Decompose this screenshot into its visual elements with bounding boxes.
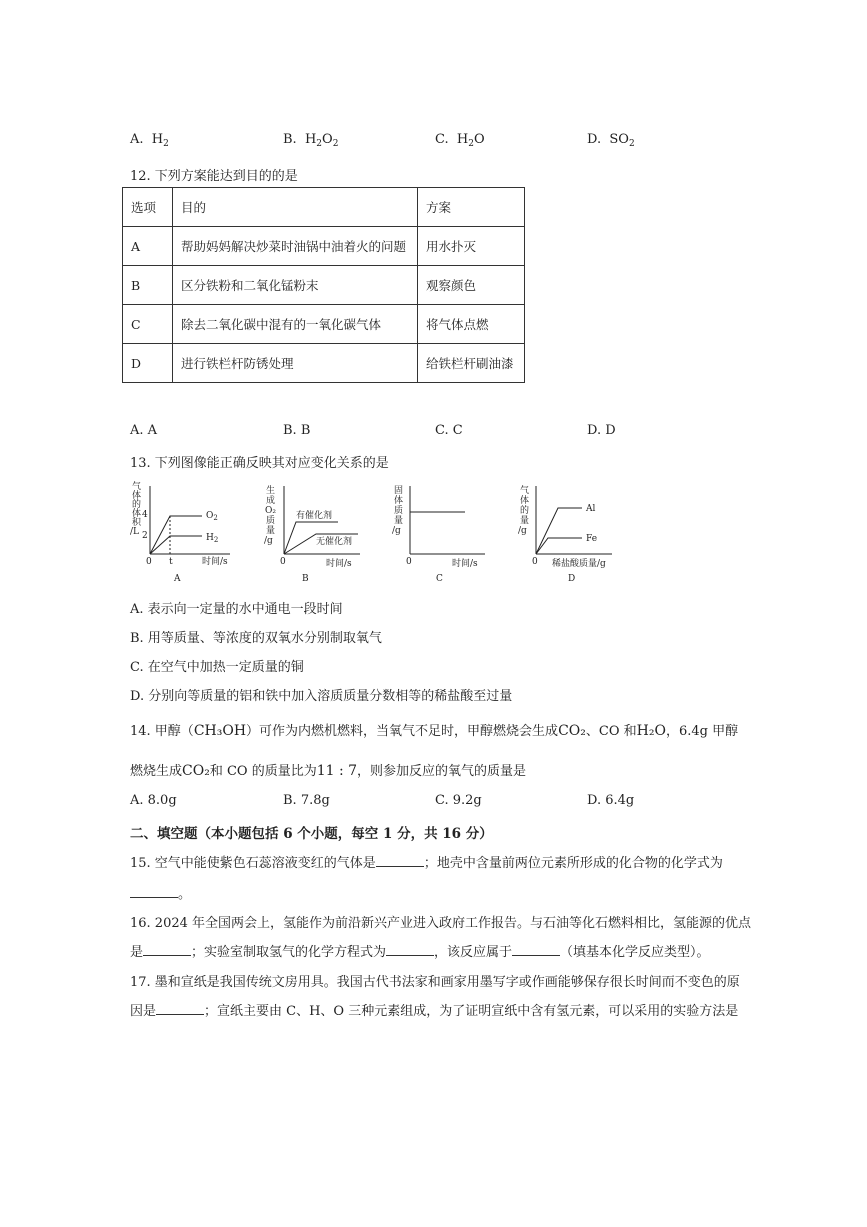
q12-option-c[interactable]: C. C [435,423,463,438]
q17-blank-1[interactable] [156,1002,204,1015]
q16-blank-2[interactable] [386,943,434,956]
q15-line-1 [130,852,723,871]
q15-text-end: 。 [178,887,192,902]
q13-option-c[interactable]: C. 在空气中加热一定质量的铜 [130,660,304,675]
q11-option-b[interactable]: B. $H_2O_2$ [283,132,339,149]
graph-d-ylabel-1: 气 [520,486,530,496]
table-row [123,266,525,305]
q12-option-d[interactable]: D. D [587,423,616,438]
graph-d-xlabel: 稀盐酸质量/g [552,559,606,569]
q11-option-c[interactable]: C. $H_2O$ [435,132,485,149]
graph-c-caption: C [436,574,443,584]
graph-a-ylabel-6: /L [130,527,140,537]
q12-options [130,423,730,441]
q15-text-b: ；地壳中含量前两位元素所形成的化合物的化学式为 [423,856,723,871]
q13-graphs [120,480,740,590]
table-cell: 区分铁粉和二氧化锰粉末 [173,266,418,305]
graph-a-ylabel-3: 的 [132,500,142,510]
graph-a-t: t [169,557,173,567]
q12-stem: 12. 下列方案能达到目的的是 [130,169,298,184]
q14-text-b: ）可作为内燃机燃料，当氧气不足时，甲醇燃烧会生成 [246,724,559,739]
q13-option-b[interactable]: B. 用等质量、等浓度的双氧水分别制取氧气 [130,631,382,646]
q14-text-c: 、CO 和 [585,724,637,739]
graph-a-y2: 2 [142,531,148,541]
q14-formula-h2o: H₂O [636,723,666,739]
table-cell: 用水扑灭 [418,227,525,266]
q16-text-b: ；实验室制取氢气的化学方程式为 [191,945,387,960]
table-cell: A [123,227,173,266]
q15-blank-2[interactable] [130,885,178,898]
q14-text-f: 和 CO 的质量比为 [209,764,317,779]
graph-a-o2-label: $O_2$ [206,511,218,522]
q12-option-b[interactable]: B. B [283,423,311,438]
q16-blank-1[interactable] [143,943,191,956]
q14-text-e: 燃烧生成 [130,764,183,779]
table-header-row [123,188,525,227]
q14-option-b[interactable]: B. 7.8g [283,793,330,808]
table-header-cell: 选项 [123,188,173,227]
graph-a-origin: 0 [146,557,152,567]
q11-option-a[interactable]: A. $H_2$ [130,132,169,149]
graph-c-ylabel-3: 质 [394,506,404,516]
q17-text-b: ；宣纸主要由 C、H、O 三种元素组成，为了证明宣纸中含有氢元素，可以采用的实验方法是 [204,1004,739,1019]
q11-option-d[interactable]: D. $SO_2$ [587,132,635,149]
graph-c-ylabel-4: 量 [394,516,404,526]
graph-b-origin: 0 [280,557,286,567]
q12-option-a[interactable]: A. A [130,423,158,438]
q17-line-2 [130,1000,738,1019]
q16-line-1: 16. 2024 年全国两会上，氢能作为前沿新兴产业进入政府工作报告。与石油等化石燃料相比，氢能源的优点 [130,916,752,931]
table-header-cell: 目的 [173,188,418,227]
q14-formula-co2: CO₂ [558,723,586,739]
graph-a-ylabel-4: 体 [132,509,142,519]
graph-b-ylabel-1: 生 [266,486,276,496]
q14-text-d: ，6.4g 甲醇 [665,724,739,739]
graph-b-ylabel-3: O₂ [265,506,276,516]
graph-d-ylabel-5: /g [518,526,527,536]
graph-d-origin: 0 [532,557,538,567]
graph-c-xlabel: 时间/s [452,559,478,569]
q14-options [130,793,730,811]
table-header-cell: 方案 [418,188,525,227]
q14-formula-ch3oh: CH₃OH [193,723,247,739]
graph-d [518,484,612,584]
q15-blank-1[interactable] [376,854,424,867]
table-cell: 观察颜色 [418,266,525,305]
graph-a-h2-label: $H_2$ [206,533,219,544]
graph-b-ylabel-4: 质 [266,516,276,526]
graph-b-nocat-label: 无催化剂 [316,537,353,547]
q14-line-2 [130,760,526,779]
table-cell: 帮助妈妈解决炒菜时油锅中油着火的问题 [173,227,418,266]
q14-formula-co2-2: CO₂ [182,763,210,779]
graph-b-ylabel-2: 成 [266,496,276,506]
graph-a-ylabel-1: 气 [132,482,142,492]
q16-text-c: ，该反应属于 [434,945,513,960]
q17-line-1: 17. 墨和宣纸是我国传统文房用具。我国古代书法家和画家用墨写字或作画能够保存很长时间而不变色的原 [130,975,740,990]
q14-line-1 [130,720,738,739]
graph-b-cat-label: 有催化剂 [296,511,333,521]
graph-d-fe-label: Fe [586,534,598,544]
table-cell: B [123,266,173,305]
graph-a [130,480,230,584]
table-cell: C [123,305,173,344]
table-cell: D [123,344,173,383]
graph-c-ylabel-1: 固 [394,486,404,496]
graph-b [264,484,360,584]
q17-text-a: 因是 [130,1004,157,1019]
graph-c-ylabel-2: 体 [394,496,404,506]
graph-c [392,485,485,584]
graph-b-xlabel: 时间/s [326,559,352,569]
table-cell: 将气体点燃 [418,305,525,344]
graph-b-ylabel-6: /g [264,536,273,546]
graph-b-caption: B [302,574,309,584]
table-row [123,344,525,383]
q14-option-a[interactable]: A. 8.0g [130,793,177,808]
graph-a-y4: 4 [142,510,148,520]
q13-stem: 13. 下列图像能正确反映其对应变化关系的是 [130,456,389,471]
table-cell: 进行铁栏杆防锈处理 [173,344,418,383]
graph-d-ylabel-4: 量 [520,516,530,526]
graph-a-ylabel-2: 体 [132,491,142,501]
graph-d-ylabel-3: 的 [520,506,530,516]
table-row [123,227,525,266]
graph-a-caption: A [174,574,181,584]
graph-d-ylabel-2: 体 [520,496,530,506]
q12-table [122,187,525,383]
graph-a-ylabel-5: 积 [132,518,142,528]
q13-option-d[interactable]: D. 分别向等质量的铝和铁中加入溶质质量分数相等的稀盐酸至过量 [130,689,513,704]
q14-ratio: 11 : 7 [316,763,358,779]
graph-c-origin: 0 [406,557,412,567]
q16-text-a: 是 [130,945,144,960]
table-row [123,305,525,344]
graph-d-caption: D [568,574,576,584]
graph-b-ylabel-5: 量 [266,526,276,536]
q16-text-d: （填基本化学反应类型）。 [560,945,710,960]
q14-option-c[interactable]: C. 9.2g [435,793,482,808]
graph-d-al-label: Al [586,504,596,514]
graph-c-ylabel-5: /g [392,526,401,536]
q11-options [130,132,730,150]
graph-a-line-o2 [150,516,202,554]
table-cell: 除去二氧化碳中混有的一氧化碳气体 [173,305,418,344]
q15-line-2 [130,883,191,902]
q16-line-2 [130,941,710,960]
q14-text-g: ，则参加反应的氧气的质量是 [357,764,527,779]
q16-blank-3[interactable] [512,943,560,956]
q14-option-d[interactable]: D. 6.4g [587,793,635,808]
table-cell: 给铁栏杆刷油漆 [418,344,525,383]
q14-text-a: 14. 甲醇（ [130,724,194,739]
graph-a-xlabel: 时间/s [202,557,228,567]
q15-text-a: 15. 空气中能使紫色石蕊溶液变红的气体是 [130,856,376,871]
graph-d-line-al [536,508,582,554]
section-title: 二、填空题（本小题包括 6 个小题，每空 1 分，共 16 分） [130,826,493,842]
q13-option-a[interactable]: A. 表示向一定量的水中通电一段时间 [130,602,343,617]
